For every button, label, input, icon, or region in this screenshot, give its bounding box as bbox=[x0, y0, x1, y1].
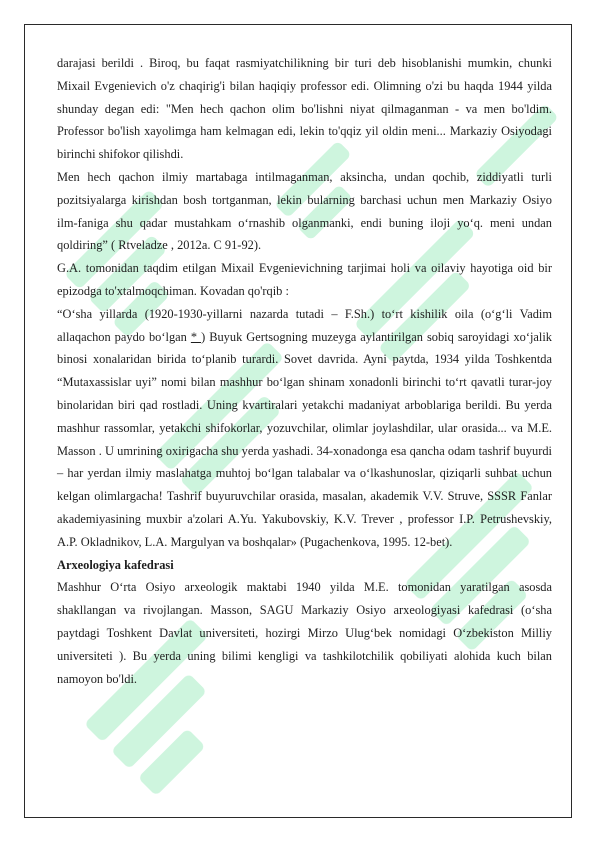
paragraph-text: “O‘sha yillarda (1920-1930-yillarni nazarda tutadi – F.Sh.) to‘rt kishilik oila (o‘g‘li Vadim allaqachon paydo bo‘lgan bbox=[57, 306, 552, 344]
paragraph: G.A. tomonidan taqdim etilgan Mixail Evgenievichning tarjimai holi va oilaviy hayotiga oid bir epizodga to'xtalmoqchiman. Kovadan qo'rqib : bbox=[57, 261, 552, 298]
paragraph: Mashhur O‘rta Osiyo arxeologik maktabi 1940 yilda M.E. tomonidan yaratilgan asosda shakllangan va rivojlangan. Masson, SAGU Markaziy Osiyo arxeologiyasi kafedrasi (o‘sha paytdagi Toshkent Davlat universiteti, hozirgi Mirzo Ulug‘bek nomidagi O‘zbekiston Milliy universiteti ). Bu yerda uning bilimi kengligi va tashkilotchilik qobiliyati alohida kuch bilan namoyon bo'ldi. bbox=[57, 580, 552, 686]
paragraph: Men hech qachon ilmiy martabaga intilmaganman, aksincha, undan qochib, ziddiyatli turli pozitsiyalarga kirishdan bosh tortganman, lekin bularning barchasi uchun men Markaziy Osiyo ilm-faniga shu qadar mustahkam o‘rnashib olganmanki, endi buning iloji yo‘q. meni undan qoldiring” ( Rtveladze , 2012a. C 91-92). bbox=[57, 169, 552, 253]
footnote-link[interactable]: * bbox=[190, 329, 202, 344]
paragraph bbox=[57, 303, 552, 554]
paragraph: darajasi berildi . Biroq, bu faqat rasmiyatchilikning bir turi deb hisoblanishi mumkin, chunki Mixail Evgenievich o'z chaqirig'i bilan haqiqiy professor edi. Olimning o'zi bu haqda 1944 yilda shunday degan edi: "Men hech qachon olim bo'lishni niyat qilmaganman - va men bo'ldim. Professor bo'lish xayolimga ham kelmagan edi, lekin to'qqiz yil oldin meni... Markaziy Osiyodagi birinchi shifokor qilishdi. bbox=[57, 56, 552, 162]
paragraph-text: ) Buyuk Gertsogning muzeyga aylantirilgan sobiq saroyidagi xo‘jalik binosi xonalaridan birida to‘planib turardi. Sovet davrida. Ayni paytda, 1934 yilda Toshkentda “Mutaxassislar uyi” nomi bilan mashhur bo‘lgan shinam xonadonli birinchi to‘rt qavatli turar-joy binolaridan biri qad rostladi. Uning kvartiralari yetakchi madaniyat arboblariga berildi. Bu yerda mashhur rassomlar, yetakchi shifokorlar, yozuvchilar, olimlar joylashdilar, ular orasida... va M.E. Masson . U umrining oxirigacha shu yerda yashadi. 34-xonadonga esa qancha odam tashrif buyurdi – har yerdan ilmiy maslahatga muhtoj bo‘lgan talabalar va o‘lkashunoslar, qiziqarli suhbat uchun kelgan olimlargacha! Tashrif buyuruvchilar orasida, masalan, akademik V.V. Struve, SSSR Fanlar akademiyasining muxbir a'zolari A.Yu. Yakubovskiy, K.V. Trever , professor I.P. Petrushevskiy, A.P. Okladnikov, L.A. Margulyan va boshqalar» (Pugachenkova, 1995. 12-bet). bbox=[57, 329, 552, 549]
document-body bbox=[57, 52, 552, 690]
section-heading: Arxeologiya kafedrasi bbox=[57, 557, 174, 572]
